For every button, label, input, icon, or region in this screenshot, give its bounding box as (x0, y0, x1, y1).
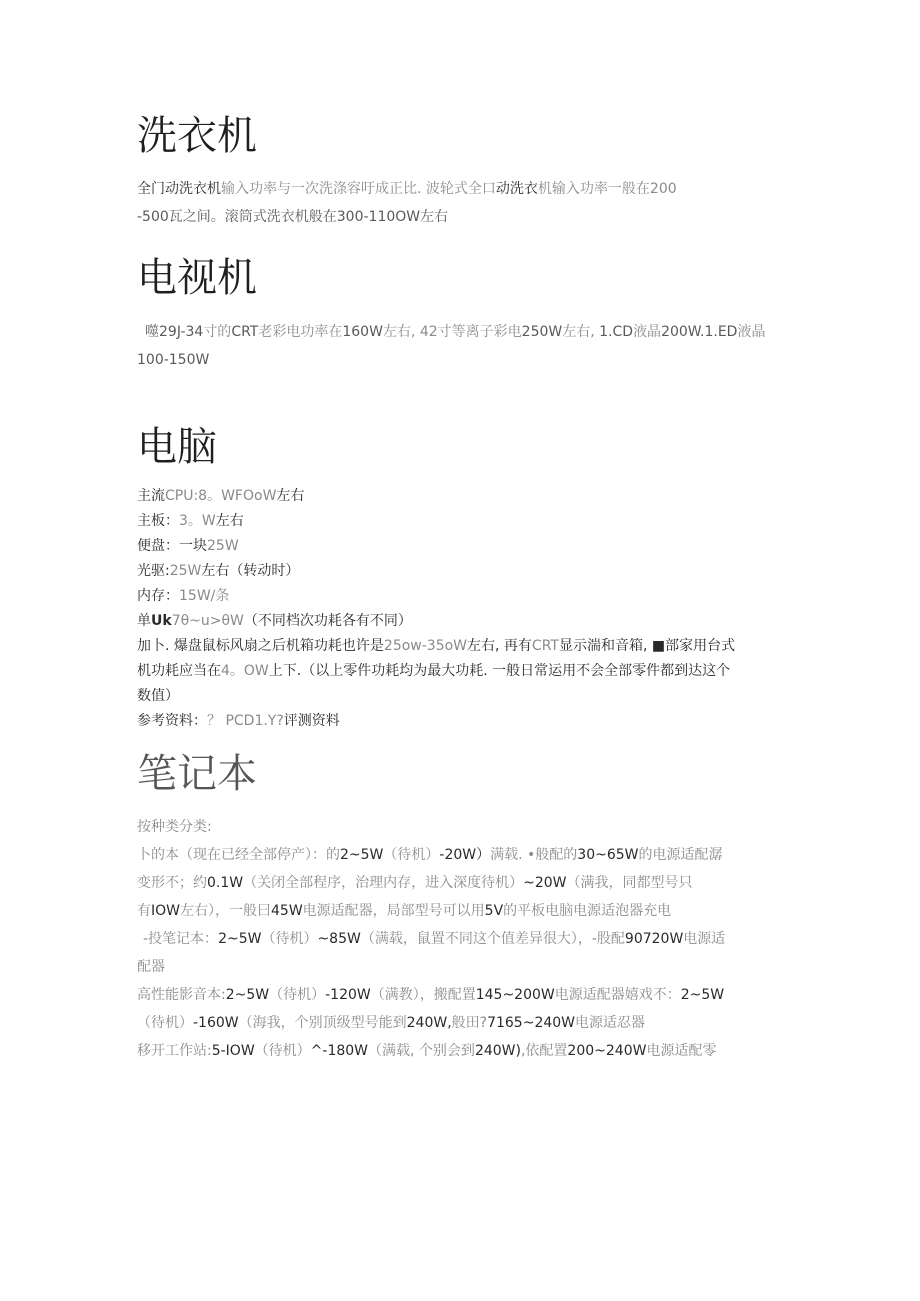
heading-laptop: 笔记本 (137, 751, 257, 797)
pc-line-reference: 参考资料：？ PCD1.Y?评测资料 (137, 713, 340, 729)
tv-paragraph (137, 318, 765, 374)
heading-pc: 电脑 (137, 424, 217, 470)
laptop-line-3: 变形不；约0.1W（关闭全部程序，治理内存，进入深度待机）~20W（满我，同都型号只 (137, 875, 693, 891)
tv-line-1: 噬29J-34寸的CRT老彩电功率在160W左右, 42寸等离子彩电250W左右, 1.CD液晶200W.1.ED液晶 (145, 324, 766, 340)
laptop-line-8: （待机）-160W（海我，个别顶级型号能到240W,般田?7165~240W电源适忍器 (137, 1015, 646, 1031)
laptop-paragraph (137, 813, 725, 1065)
pc-line-add-2: 机功耗应当在4。OW上下.（以上零件功耗均为最大功耗. 一般日常运用不会全部零件都到达这个 (137, 663, 731, 679)
laptop-line-7: 高性能影音本:2~5W（待机）-120W（满教），搬配置145~200W电源适配器嬉戏不：2~5W (137, 987, 725, 1003)
washer-line-1: 全门动洗衣机输入功率与一次洗涤容吁成正比. 波轮式全口动洗衣机输入功率一般在200 (137, 181, 677, 197)
heading-washer: 洗衣机 (137, 113, 257, 159)
pc-spec-list (137, 484, 735, 734)
laptop-line-1: 按种类分类: (137, 819, 212, 835)
laptop-line-9: 移开工作站:5-IOW（待机）^-180W（满载, 个别会到240W),依配置200~240W电源适配零 (137, 1043, 717, 1059)
pc-line-optical: 光驱:25W左右（转动时） (137, 563, 300, 579)
pc-line-add-3: 数值） (137, 688, 179, 704)
pc-line-mainboard: 主板：3。W左右 (137, 513, 244, 529)
pc-line-hdd: 便盘：一块25W (137, 538, 239, 554)
tv-line-2: 100-150W (137, 352, 210, 368)
washer-paragraph (137, 175, 677, 231)
laptop-line-2: 卜的本（现在已经全部停产）：的2~5W（待机）-20W）满载. •般配的30~65W的电源适配潺 (137, 847, 723, 863)
laptop-line-4: 有IOW左右），一般曰45W电源适配器，局部型号可以用5V的平板电脑电源适泡器充电 (137, 903, 672, 919)
heading-tv: 电视机 (137, 255, 257, 301)
laptop-line-5: -投笔记本：2~5W（待机）~85W（满载，鼠置不同这个值差异很大），-股配90720W电源适 (143, 931, 726, 947)
pc-line-add-1: 加卜. 爆盘鼠标风扇之后机箱功耗也许是25ow-35oW左右, 再有CRT显示湍和音箱, ■部家用台式 (137, 638, 736, 654)
pc-line-gpu: 单Uk7θ~u>θW（不同档次功耗各有不同） (137, 613, 412, 629)
pc-line-cpu: 主流CPU:8。WFOoW左右 (137, 488, 305, 504)
pc-line-ram: 内存：15W/条 (137, 588, 230, 604)
washer-line-2: -500瓦之间。滚筒式洗衣机般在300-110OW左右 (137, 209, 449, 225)
laptop-line-6: 配器 (137, 959, 165, 975)
